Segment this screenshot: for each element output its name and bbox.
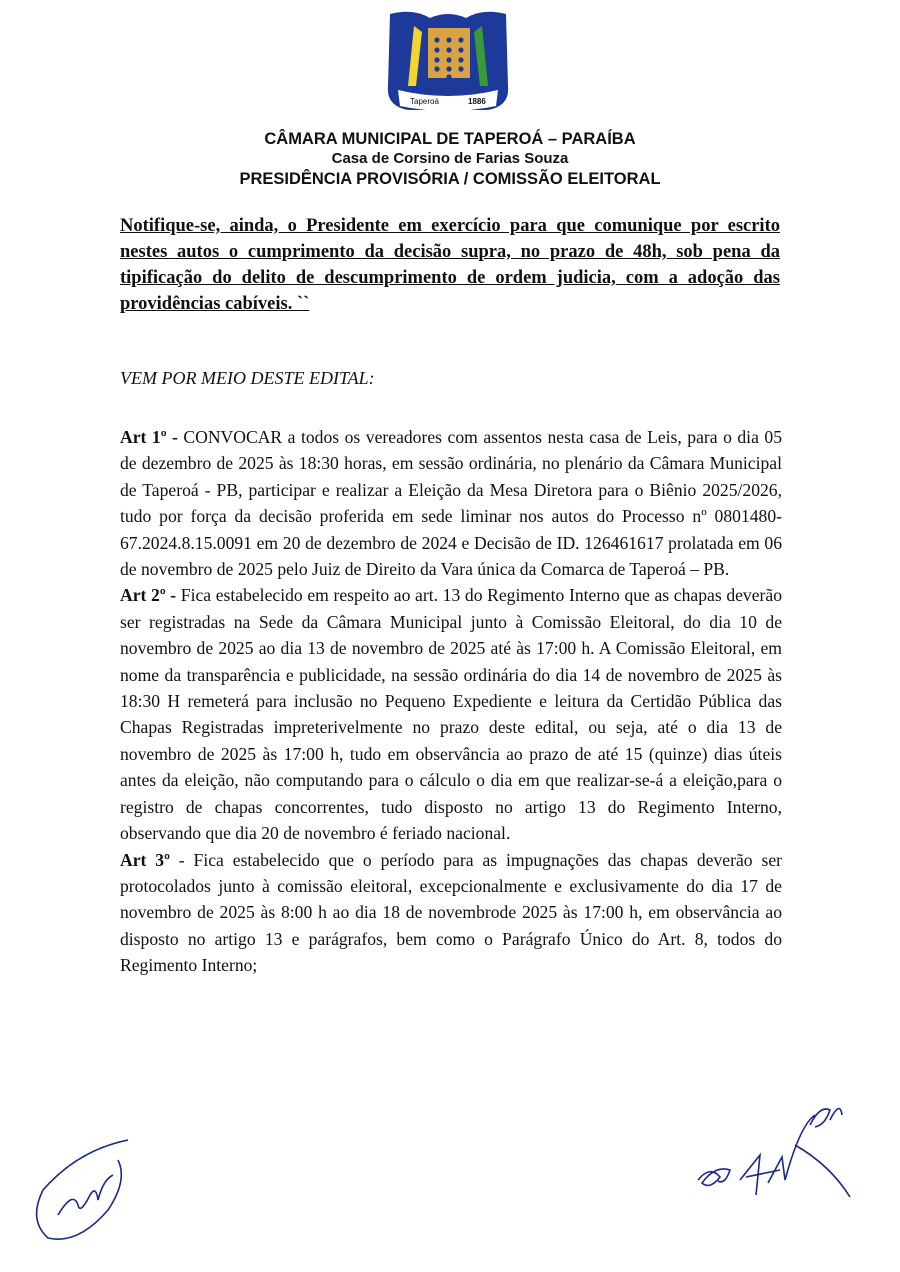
article-label: Art 1º - [120, 427, 178, 447]
municipal-seal-logo [378, 6, 518, 114]
signature-right [690, 1085, 860, 1205]
article-2 [120, 582, 782, 846]
signature-left [18, 1120, 148, 1250]
article-text: - Fica estabelecido que o período para as impugnações das chapas deverão ser protocolados junto à comissão eleitoral, excepcionalmente e exclusivamente do dia 17 de novembro de 2025 às 8:00 h ao dia 18 de novembrode 2025 às 17:00 h, em observância ao disposto no artigo 13 e parágrafos, bem como o Parágrafo Único do Art. 8, todos do Regimento Interno; [120, 849, 782, 976]
header-chamber-name: CÂMARA MUNICIPAL DE TAPEROÁ – PARAÍBA [264, 130, 636, 148]
notice-paragraph: Notifique-se, ainda, o Presidente em exercício para que comunique por escrito nestes autos o cumprimento da decisão supra, no prazo de 48h, sob pena da tipificação do delito de descumprimento de ordem judicia, com a adoção das providências cabíveis. `` [120, 216, 780, 314]
articles [120, 424, 782, 979]
article-3 [120, 847, 782, 979]
edital-intro: VEM POR MEIO DESTE EDITAL: [120, 368, 375, 388]
article-text: Fica estabelecido em respeito ao art. 13 do Regimento Interno que as chapas deverão ser registradas na Sede da Câmara Municipal junto à Comissão Eleitoral, do dia 10 de novembro de 2025 ao dia 13 de novembro de 2025 até às 17:00 h. A Comissão Eleitoral, em nome da transparência e publicidade, na sessão ordinária do dia 14 de novembro de 2025 às 18:30 H remeterá para inclusão no Pequeno Expediente e leitura da Certidão Pública das Chapas Registradas impreterivelmente no prazo deste edital, ou seja, até o dia 13 de novembro de 2025 às 17:00 h, tudo em observância ao prazo de até 15 (quinze) dias úteis antes da eleição, não computando para o cálculo o dia em que realizar-se-á a eleição,para o registro de chapas concorrentes, tudo disposto no artigo 13 do Regimento Interno, observando que dia 20 de novembro é feriado nacional. [120, 585, 782, 844]
article-label: Art 3º [120, 849, 170, 870]
article-text: CONVOCAR a todos os vereadores com assentos nesta casa de Leis, para o dia 05 de dezembro de 2025 às 18:30 horas, em sessão ordinária, no plenário da Câmara Municipal de Taperoá - PB, participar e realizar a Eleição da Mesa Diretora para o Biênio 2025/2026, tudo por força da decisão proferida em sede liminar nos autos do Processo nº 0801480-67.2024.8.15.0091 em 20 de dezembro de 2024 e Decisão de ID. 126461617 prolatada em 06 de novembro de 2025 pelo Juiz de Direito da Vara única da Comarca de Taperoá – PB. [120, 427, 782, 580]
article-label: Art 2º - [120, 585, 177, 606]
header-commission: PRESIDÊNCIA PROVISÓRIA / COMISSÃO ELEITORAL [239, 170, 661, 188]
article-1 [120, 424, 782, 582]
seal-town: Taperoá [410, 97, 439, 106]
seal-year: 1886 [468, 97, 486, 106]
letterhead [0, 129, 900, 189]
header-house-name: Casa de Corsino de Farias Souza [331, 150, 569, 167]
